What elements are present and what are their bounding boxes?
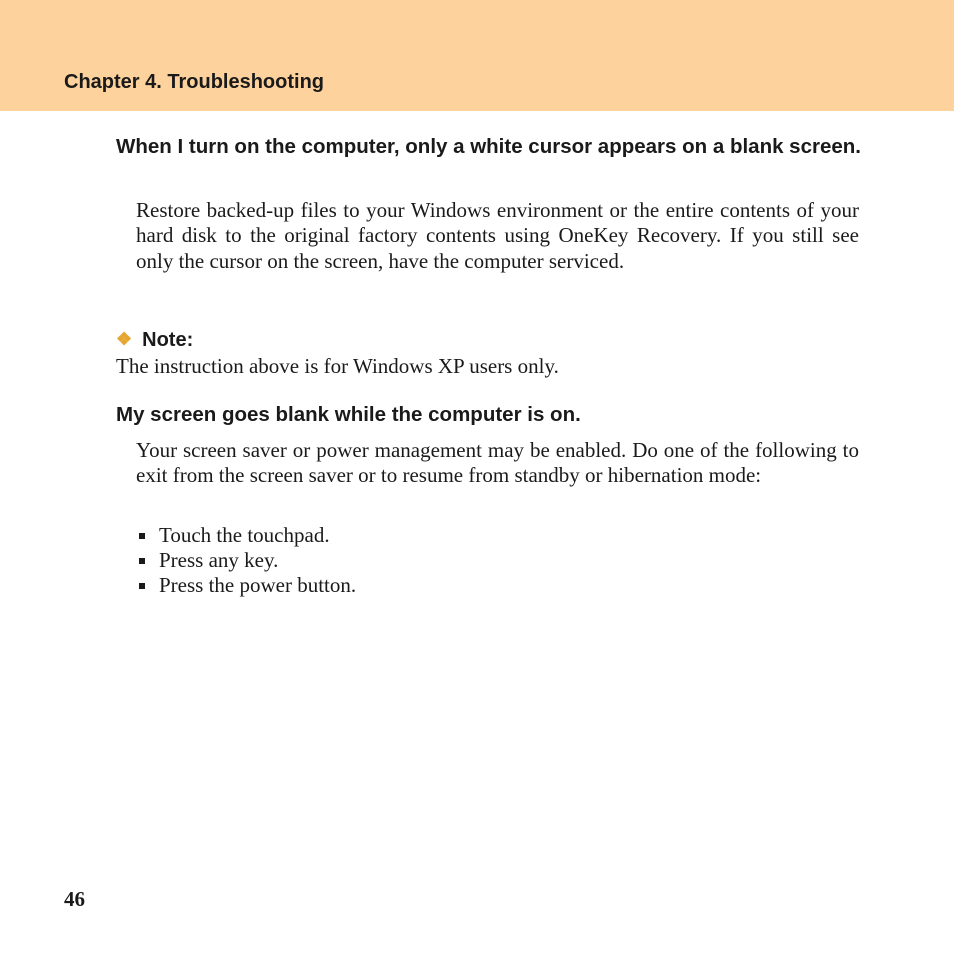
square-bullet-icon	[139, 583, 145, 589]
note-label	[116, 326, 193, 353]
four-diamond-icon: ❖	[116, 329, 133, 349]
section-body-screen-blank: Your screen saver or power management may be enabled. Do one of the following to exit from the screen saver or to resume from standby or hibernation mode:	[136, 438, 859, 488]
list-item	[136, 523, 356, 548]
chapter-title: Chapter 4. Troubleshooting	[64, 71, 325, 93]
note-label-text: Note:	[142, 329, 194, 351]
bullet-list	[136, 523, 356, 598]
list-item-text: Press the power button.	[159, 573, 357, 597]
list-item-text: Touch the touchpad.	[159, 523, 330, 547]
list-item-text: Press any key.	[159, 548, 279, 572]
square-bullet-icon	[139, 533, 145, 539]
list-item	[136, 548, 356, 573]
section-body-white-cursor: Restore backed-up files to your Windows environment or the entire contents of your hard disk to the original factory contents using OneKey Recovery. If you still see only the cursor on the screen, have the computer serviced.	[136, 198, 859, 273]
section-heading-screen-blank: My screen goes blank while the computer is on.	[116, 403, 581, 426]
section-heading-white-cursor: When I turn on the computer, only a white cursor appears on a blank screen.	[116, 135, 861, 158]
list-item	[136, 573, 356, 598]
square-bullet-icon	[139, 558, 145, 564]
page-number: 46	[64, 887, 85, 911]
note-text: The instruction above is for Windows XP users only.	[116, 354, 559, 378]
